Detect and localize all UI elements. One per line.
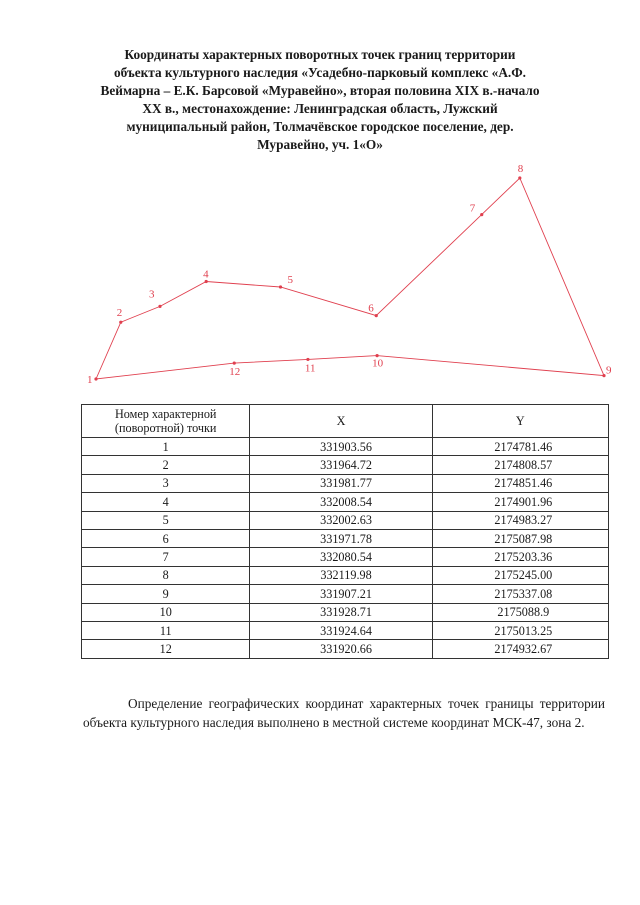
cell-point-number: 11 [82, 621, 250, 639]
table-header-row [82, 405, 609, 438]
boundary-point-label: 9 [606, 364, 612, 377]
cell-x: 331981.77 [250, 474, 432, 492]
boundary-point-label: 11 [304, 362, 316, 375]
table-row [82, 438, 609, 456]
boundary-point-marker [375, 314, 378, 317]
boundary-point-marker [518, 176, 521, 179]
cell-x: 331924.64 [250, 621, 432, 639]
boundary-point-label: 7 [469, 202, 476, 215]
table-row [82, 621, 609, 639]
cell-x: 332080.54 [250, 548, 432, 566]
cell-x: 331920.66 [250, 640, 432, 658]
boundary-polygon [96, 178, 604, 379]
cell-x: 332002.63 [250, 511, 432, 529]
table-row [82, 566, 609, 584]
cell-point-number: 12 [82, 640, 250, 658]
table-row [82, 511, 609, 529]
boundary-point-label: 5 [287, 273, 294, 286]
boundary-point-label: 1 [87, 374, 93, 386]
table-row [82, 493, 609, 511]
boundary-point-label: 10 [372, 357, 384, 370]
title-line: Веймарна – Е.К. Барсовой «Муравейно», вторая половина XIX в.-начало [100, 83, 540, 98]
title-line: XX в., местонахождение: Ленинградская область, Лужский [142, 101, 498, 116]
cell-x: 332119.98 [250, 566, 432, 584]
cell-y: 2175337.08 [432, 585, 608, 603]
boundary-point-label: 4 [203, 268, 209, 281]
coordinates-table [81, 404, 609, 659]
cell-point-number: 7 [82, 548, 250, 566]
cell-point-number: 2 [82, 456, 250, 474]
cell-y: 2175245.00 [432, 566, 608, 584]
cell-y: 2174932.67 [432, 640, 608, 658]
boundary-point-marker [480, 213, 483, 216]
boundary-point-label: 3 [149, 288, 155, 301]
boundary-point-marker [158, 305, 161, 308]
cell-point-number: 9 [82, 585, 250, 603]
cell-point-number: 5 [82, 511, 250, 529]
boundary-point-marker [94, 377, 97, 380]
cell-point-number: 10 [82, 603, 250, 621]
cell-x: 331907.21 [250, 585, 432, 603]
cell-y: 2175013.25 [432, 621, 608, 639]
cell-x: 331903.56 [250, 438, 432, 456]
header-y: Y [432, 405, 608, 438]
cell-y: 2175087.98 [432, 529, 608, 547]
table-row [82, 474, 609, 492]
table-row [82, 529, 609, 547]
table-row [82, 548, 609, 566]
table-row [82, 585, 609, 603]
cell-y: 2175203.36 [432, 548, 608, 566]
cell-x: 332008.54 [250, 493, 432, 511]
title-line: муниципальный район, Толмачёвское городское поселение, дер. [126, 119, 514, 134]
cell-y: 2174808.57 [432, 456, 608, 474]
cell-x: 331971.78 [250, 529, 432, 547]
cell-y: 2175088.9 [432, 603, 608, 621]
boundary-points [87, 163, 612, 386]
table-row [82, 603, 609, 621]
cell-y: 2174781.46 [432, 438, 608, 456]
boundary-point-label: 8 [517, 163, 524, 175]
boundary-point-label: 12 [229, 366, 241, 379]
table-row [82, 456, 609, 474]
cell-x: 331964.72 [250, 456, 432, 474]
boundary-point-label: 2 [116, 307, 123, 320]
boundary-point-marker [279, 285, 282, 288]
boundary-point-marker [119, 321, 122, 324]
title-line: Координаты характерных поворотных точек границ территории [124, 47, 516, 62]
cell-point-number: 8 [82, 566, 250, 584]
header-x: X [250, 405, 432, 438]
cell-y: 2174983.27 [432, 511, 608, 529]
cell-point-number: 4 [82, 493, 250, 511]
cell-y: 2174851.46 [432, 474, 608, 492]
boundary-plot [0, 0, 640, 400]
title-line: объекта культурного наследия «Усадебно-парковый комплекс «А.Ф. [113, 65, 526, 80]
boundary-point-marker [233, 362, 236, 365]
table-row [82, 640, 609, 658]
cell-point-number: 1 [82, 438, 250, 456]
header-point-number: Номер характерной (поворотной) точки [82, 405, 250, 438]
cell-x: 331928.71 [250, 603, 432, 621]
cell-point-number: 3 [82, 474, 250, 492]
boundary-point-label: 6 [368, 302, 374, 315]
cell-point-number: 6 [82, 529, 250, 547]
cell-y: 2174901.96 [432, 493, 608, 511]
footnote-paragraph: Определение географических координат характерных точек границы территории объекта культурного наследия выполнено в местной системе координат МСК-47, зона 2. [83, 696, 605, 731]
title-line: Муравейно, уч. 1«О» [257, 137, 383, 152]
boundary-point-marker [306, 358, 309, 361]
